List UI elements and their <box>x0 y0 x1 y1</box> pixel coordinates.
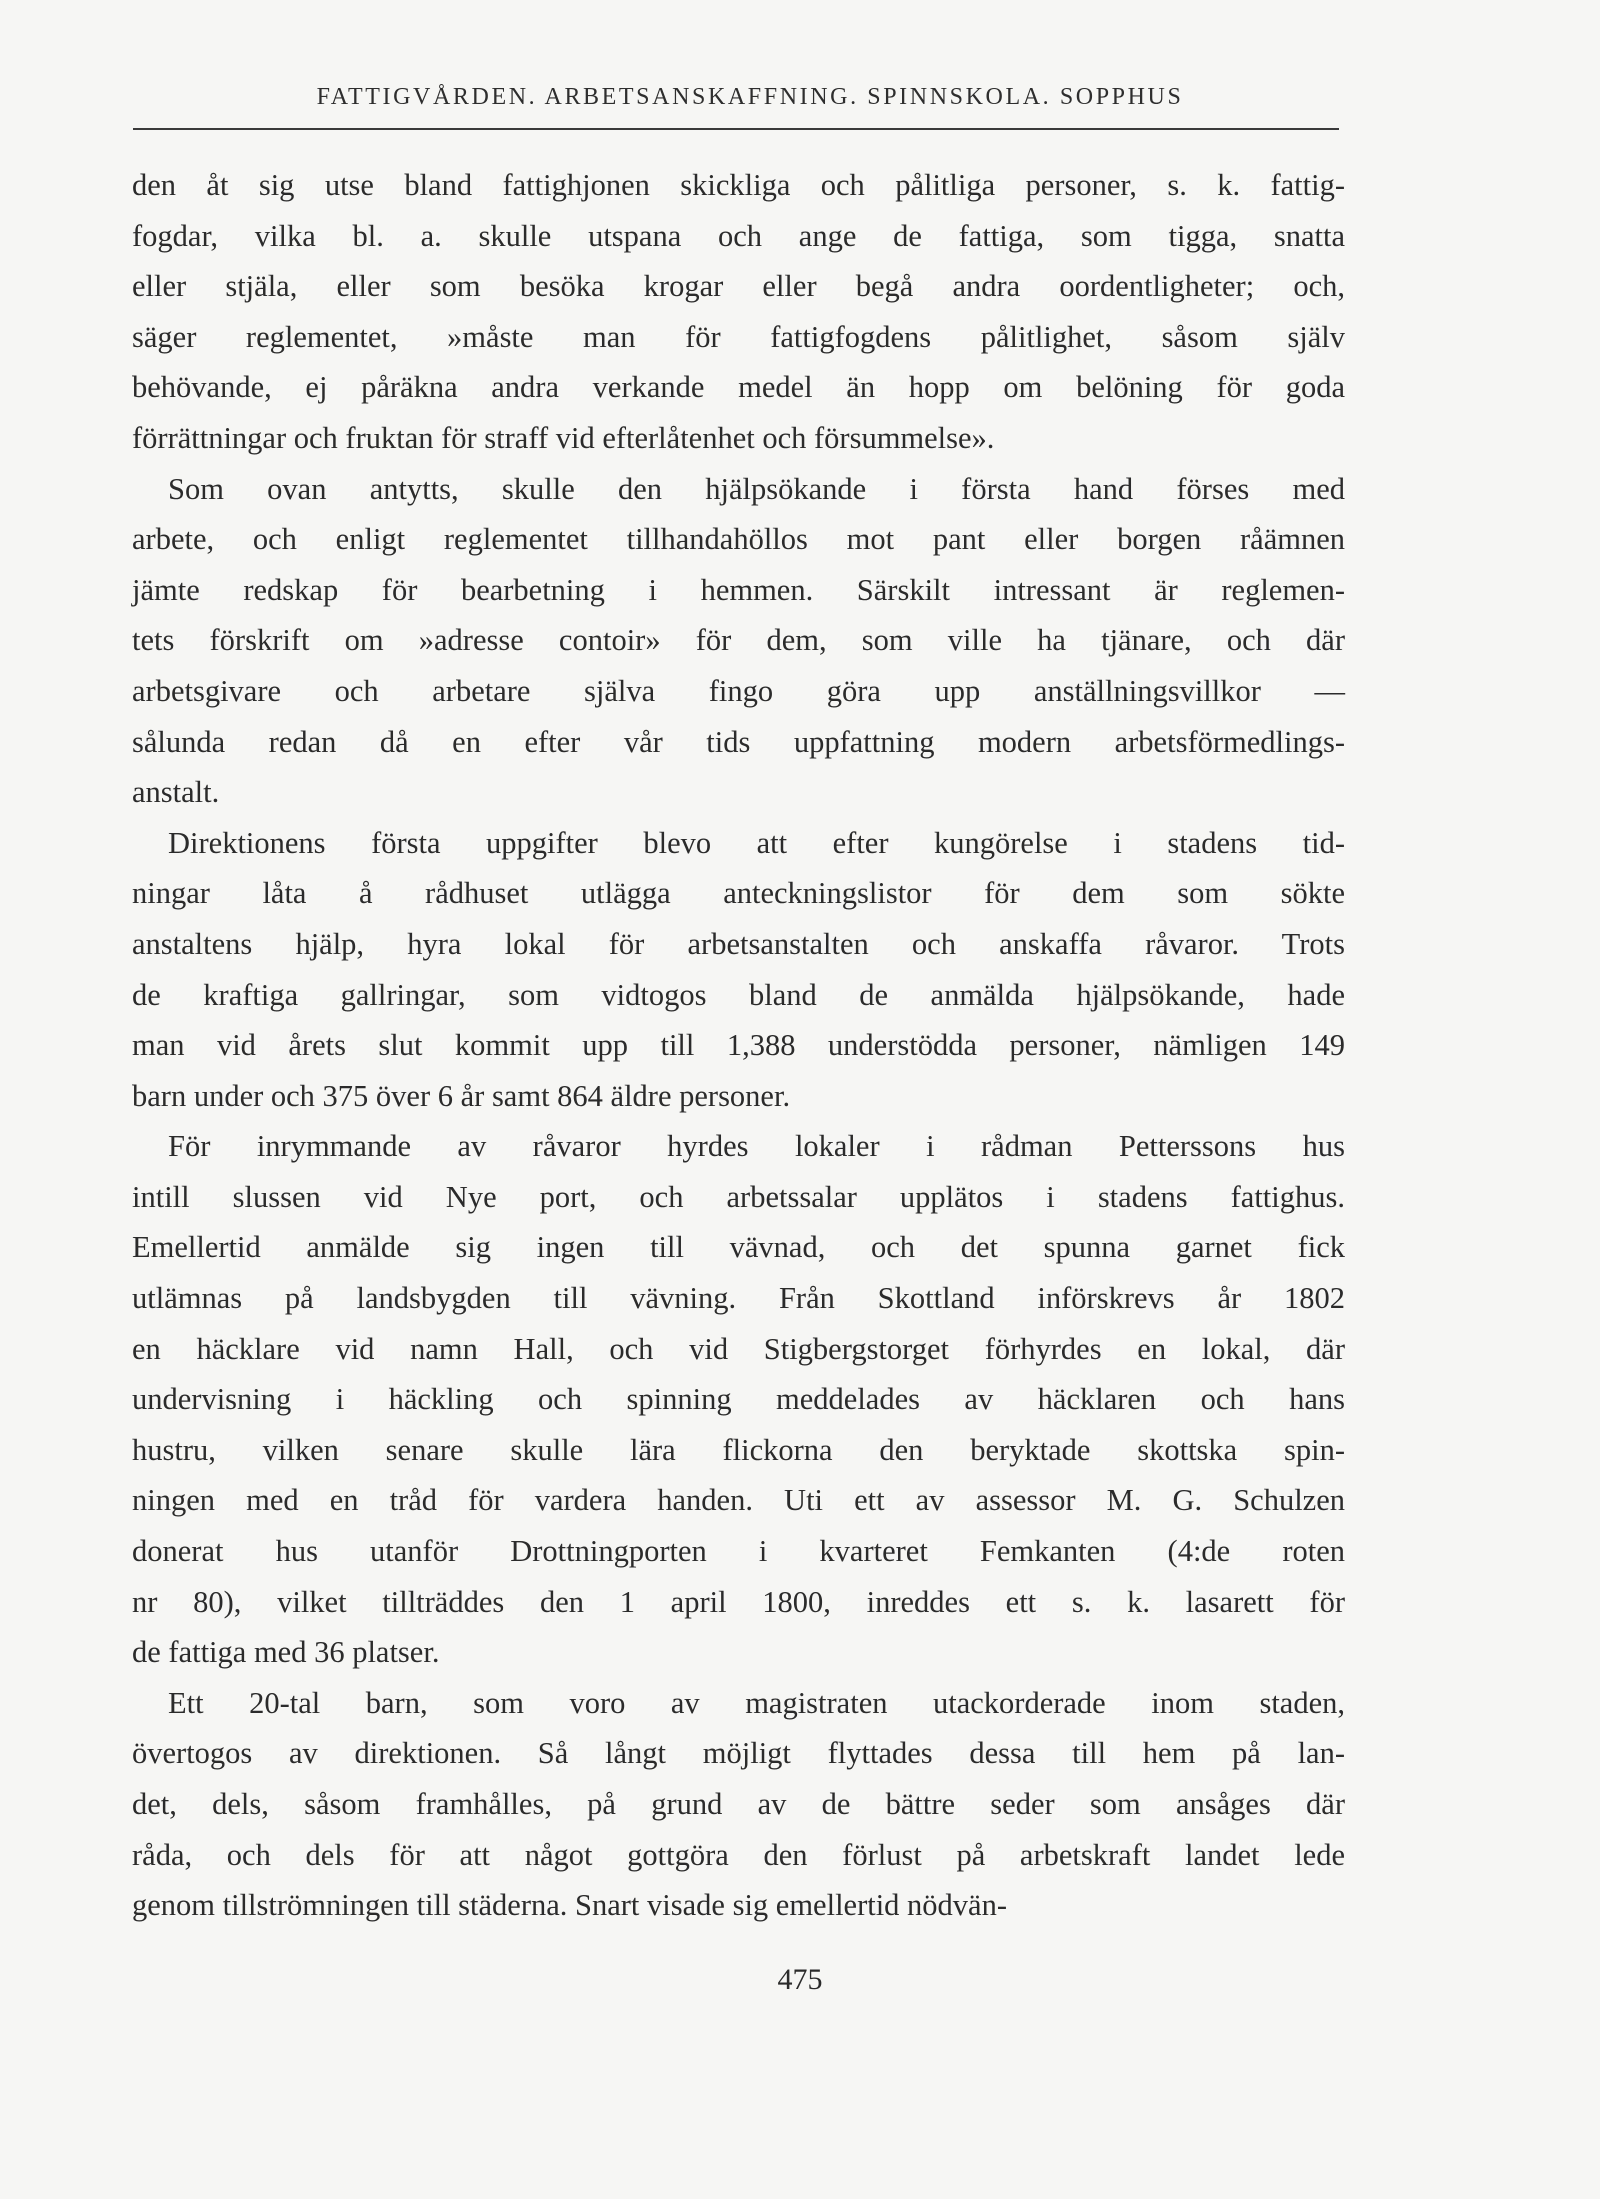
page-number: 475 <box>777 1963 823 1996</box>
text-line: donerat hus utanför Drottningporten i kvarteret Femkanten (4:de roten <box>132 1534 1345 1569</box>
text-line: det, dels, såsom framhålles, på grund av de bättre seder som ansåges där <box>132 1787 1345 1821</box>
text-line: behövande, ej påräkna andra verkande medel än hopp om belöning för goda <box>132 370 1345 405</box>
text-line: de fattiga med 36 platser. <box>132 1635 440 1670</box>
text-line: undervisning i häckling och spinning meddelades av häcklaren och hans <box>132 1382 1345 1417</box>
paragraph <box>132 1121 1345 1678</box>
paragraph <box>132 160 1345 464</box>
text-line: ningar låta å rådhuset utlägga anteckningslistor för dem som sökte <box>132 876 1345 911</box>
text-line: säger reglementet, »måste man för fattigfogdens pålitlighet, såsom själv <box>132 319 1345 354</box>
text-line: sålunda redan då en efter vår tids uppfattning modern arbetsförmedlings- <box>132 724 1345 759</box>
text-line: den åt sig utse bland fattighjonen skickliga och pålitliga personer, s. k. fattig- <box>132 168 1345 202</box>
text-line: ningen med en tråd för vardera handen. Uti ett av assessor M. G. Schulzen <box>132 1483 1345 1518</box>
text-line: hustru, vilken senare skulle lära flickorna den beryktade skottska spin- <box>132 1432 1345 1467</box>
text-line: barn under och 375 över 6 år samt 864 äldre personer. <box>132 1078 791 1113</box>
text-line: Som ovan antytts, skulle den hjälpsökande i första hand förses med <box>168 471 1345 506</box>
text-line: Direktionens första uppgifter blevo att efter kungörelse i stadens tid- <box>168 825 1345 860</box>
text-line: jämte redskap för bearbetning i hemmen. Särskilt intressant är reglemen- <box>132 572 1345 607</box>
text-line: utlämnas på landsbygden till vävning. Från Skottland införskrevs år 1802 <box>132 1281 1345 1316</box>
text-line: de kraftiga gallringar, som vidtogos bland de anmälda hjälpsökande, hade <box>132 977 1345 1012</box>
text-line: en häcklare vid namn Hall, och vid Stigbergstorget förhyrdes en lokal, där <box>132 1331 1345 1366</box>
text-line: arbetsgivare och arbetare själva fingo göra upp anställningsvillkor — <box>132 673 1345 708</box>
text-line: Ett 20-tal barn, som voro av magistraten utackorderade inom staden, <box>168 1685 1345 1720</box>
text-line: arbete, och enligt reglementet tillhandahöllos mot pant eller borgen råämnen <box>132 522 1345 557</box>
text-line: förrättningar och fruktan för straff vid efterlåtenhet och försummelse». <box>132 420 995 455</box>
text-line: råda, och dels för att något gottgöra den förlust på arbetskraft landet lede <box>132 1837 1345 1872</box>
text-line: nr 80), vilket tillträddes den 1 april 1800, inreddes ett s. k. lasarett för <box>132 1584 1345 1619</box>
running-head: FATTIGVÅRDEN. ARBETSANSKAFFNING. SPINNSKOLA. SOPPHUS <box>316 84 1184 110</box>
text-line: anstaltens hjälp, hyra lokal för arbetsanstalten och anskaffa råvaror. Trots <box>132 926 1345 961</box>
text-line: eller stjäla, eller som besöka krogar eller begå andra oordentligheter; och, <box>132 269 1345 304</box>
paragraph <box>132 818 1345 1122</box>
paragraph <box>132 1678 1345 1931</box>
body-text <box>132 160 1345 1931</box>
text-line: intill slussen vid Nye port, och arbetssalar upplätos i stadens fattighus. <box>132 1179 1345 1214</box>
text-line: För inrymmande av råvaror hyrdes lokaler i rådman Petterssons hus <box>168 1129 1345 1164</box>
text-line: Emellertid anmälde sig ingen till vävnad, och det spunna garnet fick <box>132 1230 1345 1265</box>
text-line: anstalt. <box>132 775 220 810</box>
text-line: man vid årets slut kommit upp till 1,388 understödda personer, nämligen 149 <box>132 1028 1345 1063</box>
text-line: tets förskrift om »adresse contoir» för dem, som ville ha tjänare, och där <box>132 623 1345 658</box>
text-line: fogdar, vilka bl. a. skulle utspana och ange de fattiga, som tigga, snatta <box>132 218 1345 253</box>
text-line: genom tillströmningen till städerna. Snart visade sig emellertid nödvän- <box>132 1888 1007 1923</box>
header-rule <box>133 128 1339 130</box>
text-line: övertogos av direktionen. Så långt möjligt flyttades dessa till hem på lan- <box>132 1736 1345 1771</box>
paragraph <box>132 464 1345 818</box>
